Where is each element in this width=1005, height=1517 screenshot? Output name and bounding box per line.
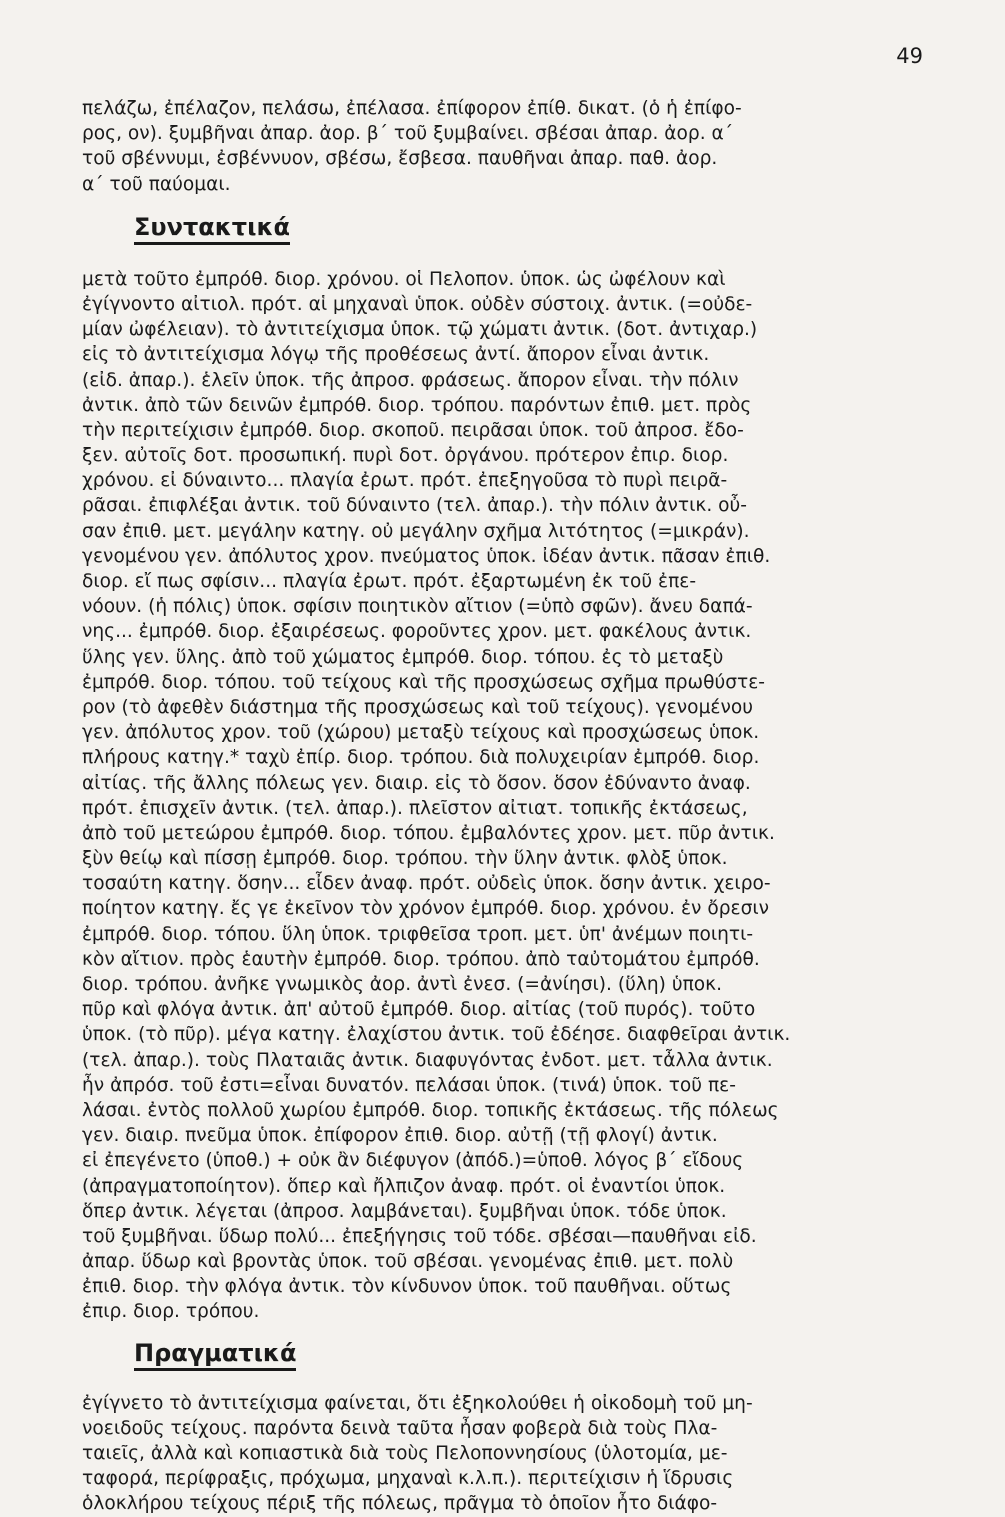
page-number: 49 (896, 44, 923, 68)
text-line: α΄ τοῦ παύομαι. (82, 173, 231, 195)
text-line: πελάζω, ἐπέλαζον, πελάσω, ἐπέλασα. ἐπίφορον ἐπίθ. δικατ. (ὁ ἡ ἐπίφο- (82, 98, 742, 119)
text-line: λάσαι. ἐντὸς πολλοῦ χωρίου ἐμπρόθ. διορ. τοπικῆς ἐκτάσεως. τῆς πόλεως (82, 1099, 779, 1121)
text-line: ἐπιθ. διορ. τὴν φλόγα ἀντικ. τὸν κίνδυνον ὑποκ. τοῦ παυθῆναι. οὕτως (82, 1276, 732, 1298)
text-line: σαν ἐπιθ. μετ. μεγάλην κατηγ. οὐ μεγάλην σχῆμα λιτότητος (=μικράν). (82, 520, 750, 542)
text-line: ρον (τὸ ἀφεθὲν διάστημα τῆς προσχώσεως καὶ τοῦ τείχους). γενομένου (82, 696, 753, 718)
section-heading-syntactic: Συντακτικά (134, 213, 290, 245)
text-line: ἀντικ. ἀπὸ τῶν δεινῶν ἐμπρόθ. διορ. τρόπου. παρόντων ἐπιθ. μετ. πρὸς (82, 394, 752, 416)
text-line: γεν. ἀπόλυτος χρον. τοῦ (χώρου) μεταξὺ τείχους καὶ προσχώσεως ὑποκ. (82, 722, 760, 744)
text-line: ρᾶσαι. ἐπιφλέξαι ἀντικ. τοῦ δύναιντο (τελ. ἀπαρ.). τὴν πόλιν ἀντικ. οὖ- (82, 495, 747, 517)
text-line: ἐγίγνοντο αἰτιολ. πρότ. αἱ μηχαναὶ ὑποκ. οὐδὲν σύστοιχ. ἀντικ. (=οὐδε- (82, 293, 753, 315)
text-line: τοῦ σβέννυμι, ἐσβέννυον, σβέσω, ἔσβεσα. παυθῆναι ἀπαρ. παθ. ἀορ. (82, 148, 718, 170)
text-line: νόουν. (ἡ πόλις) ὑποκ. σφίσιν ποιητικὸν αἴτιον (=ὑπὸ σφῶν). ἄνευ δαπά- (82, 596, 753, 618)
text-line: τοσαύτη κατηγ. ὅσην... εἶδεν ἀναφ. πρότ. οὐδεὶς ὑποκ. ὅσην ἀντικ. χειρο- (82, 873, 771, 895)
text-line: ἀπὸ τοῦ μετεώρου ἐμπρόθ. διορ. τόπου. ἐμβαλόντες χρον. μετ. πῦρ ἀντικ. (82, 822, 775, 844)
text-line: ξὺν θείῳ καὶ πίσσῃ ἐμπρόθ. διορ. τρόπου. τὴν ὕλην ἀντικ. φλὸξ ὑποκ. (82, 848, 728, 870)
text-line: γενομένου γεν. ἀπόλυτος χρον. πνεύματος ὑποκ. ἰδέαν ἀντικ. πᾶσαν ἐπιθ. (82, 545, 771, 567)
text-line: (ἀπραγματοποίητον). ὅπερ καὶ ἤλπιζον ἀναφ. πρότ. οἱ ἐναντίοι ὑποκ. (82, 1175, 726, 1197)
text-line: γεν. διαιρ. πνεῦμα ὑποκ. ἐπίφορον ἐπιθ. διορ. αὐτῇ (τῇ φλογί) ἀντικ. (82, 1125, 718, 1147)
text-line: ἐγίγνετο τὸ ἀντιτείχισμα φαίνεται, ὅτι ἐξηκολούθει ἡ οἰκοδομὴ τοῦ μη- (82, 1392, 753, 1414)
text-line: νης... ἐμπρόθ. διορ. ἐξαιρέσεως. φοροῦντες χρον. μετ. φακέλους ἀντικ. (82, 621, 752, 643)
text-line: ὁλοκλήρου τείχους πέριξ τῆς πόλεως, πρᾶγμα τὸ ὁποῖον ἦτο διάφο- (82, 1493, 718, 1515)
factual-paragraph (82, 1391, 927, 1517)
text-line: αἰτίας. τῆς ἄλλης πόλεως γεν. διαιρ. εἰς τὸ ὅσον. ὅσον ἐδύναντο ἀναφ. (82, 772, 751, 794)
text-line: ὅπερ ἀντικ. λέγεται (ἀπροσ. λαμβάνεται). ξυμβῆναι ὑποκ. τόδε ὑποκ. (82, 1200, 727, 1222)
text-line: εἰς τὸ ἀντιτείχισμα λόγῳ τῆς προθέσεως ἀντί. ἄπορον εἶναι ἀντικ. (82, 344, 710, 366)
section-heading-factual: Πραγματικά (134, 1339, 296, 1371)
text-line: ξεν. αὐτοῖς δοτ. προσωπική. πυρὶ δοτ. ὀργάνου. πρότερον ἐπιρ. διορ. (82, 445, 729, 467)
text-line: εἰ ἐπεγένετο (ὑποθ.) + οὐκ ἂν διέφυγον (ἀπόδ.)=ὑποθ. λόγος β΄ εἴδους (82, 1150, 744, 1172)
text-line: ποίητον κατηγ. ἔς γε ἐκεῖνον τὸν χρόνον ἐμπρόθ. διορ. χρόνου. ἐν ὄρεσιν (82, 898, 770, 920)
text-line: ἦν ἀπρόσ. τοῦ ἐστι=εἶναι δυνατόν. πελάσαι ὑποκ. (τινά) ὑποκ. τοῦ πε- (82, 1074, 736, 1096)
text-line: ἐμπρόθ. διορ. τόπου. τοῦ τείχους καὶ τῆς προσχώσεως σχῆμα πρωθύστε- (82, 671, 765, 693)
text-line: ὕλης γεν. ὕλης. ἀπὸ τοῦ χώματος ἐμπρόθ. διορ. τόπου. ἐς τὸ μεταξὺ (82, 646, 724, 668)
text-line: μίαν ὠφέλειαν). τὸ ἀντιτείχισμα ὑποκ. τῷ χώματι ἀντικ. (δοτ. ἀντιχαρ.) (82, 319, 758, 341)
text-line: πῦρ καὶ φλόγα ἀντικ. ἀπ' αὐτοῦ ἐμπρόθ. διορ. αἰτίας (τοῦ πυρός). τοῦτο (82, 999, 756, 1021)
text-line: κὸν αἴτιον. πρὸς ἑαυτὴν ἐμπρόθ. διορ. τρόπου. ἀπὸ ταὐτομάτου ἐμπρόθ. (82, 948, 760, 970)
text-line: ταιεῖς, ἀλλὰ καὶ κοπιαστικὰ διὰ τοὺς Πελοποννησίους (ὑλοτομία, με- (82, 1443, 728, 1464)
text-line: ἐμπρόθ. διορ. τόπου. ὕλη ὑποκ. τριφθεῖσα τροπ. μετ. ὑπ' ἀνέμων ποιητι- (82, 923, 754, 945)
text-line: μετὰ τοῦτο ἐμπρόθ. διορ. χρόνου. οἱ Πελοπον. ὑποκ. ὡς ὠφέλουν καὶ (82, 268, 726, 290)
text-line: ρος, ον). ξυμβῆναι ἀπαρ. ἀορ. β΄ τοῦ ξυμβαίνει. σβέσαι ἀπαρ. ἀορ. α΄ (82, 123, 734, 145)
text-line: τὴν περιτείχισιν ἐμπρόθ. διορ. σκοποῦ. πειρᾶσαι ὑποκ. τοῦ ἀπροσ. ἔδο- (82, 419, 744, 441)
syntactic-paragraph (82, 267, 927, 1325)
text-line: διορ. τρόπου. ἀνῆκε γνωμικὸς ἀορ. ἀντὶ ἐνεσ. (=ἀνίησι). (ὕλη) ὑποκ. (82, 974, 723, 995)
text-line: πρότ. ἐπισχεῖν ἀντικ. (τελ. ἀπαρ.). πλεῖστον αἰτιατ. τοπικῆς ἐκτάσεως, (82, 797, 748, 819)
text-line: (εἰδ. ἀπαρ.). ἑλεῖν ὑποκ. τῆς ἀπροσ. φράσεως. ἄπορον εἶναι. τὴν πόλιν (82, 369, 739, 391)
text-line: ταφορά, περίφραξις, πρόχωμα, μηχαναὶ κ.λ.π.). περιτείχισιν ἡ ἵδρυσις (82, 1468, 734, 1490)
text-line: τοῦ ξυμβῆναι. ὕδωρ πολύ... ἐπεξήγησις τοῦ τόδε. σβέσαι—παυθῆναι εἰδ. (82, 1225, 757, 1247)
text-line: νοειδοῦς τείχους. παρόντα δεινὰ ταῦτα ἦσαν φοβερὰ διὰ τοὺς Πλα- (82, 1417, 718, 1439)
intro-paragraph (82, 96, 927, 197)
text-line: ὑποκ. (τὸ πῦρ). μέγα κατηγ. ἐλαχίστου ἀντικ. τοῦ ἐδέησε. διαφθεῖραι ἀντικ. (82, 1024, 791, 1046)
text-line: (τελ. ἀπαρ.). τοὺς Πλαταιᾶς ἀντικ. διαφυγόντας ἐνδοτ. μετ. τἆλλα ἀντικ. (82, 1049, 773, 1071)
text-line: διορ. εἴ πως σφίσιν... πλαγία ἐρωτ. πρότ. ἐξαρτωμένη ἐκ τοῦ ἐπε- (82, 571, 697, 592)
text-line: ἐπιρ. διορ. τρόπου. (82, 1301, 260, 1323)
text-line: ἀπαρ. ὕδωρ καὶ βροντὰς ὑποκ. τοῦ σβέσαι. γενομένας ἐπιθ. μετ. πολὺ (82, 1251, 734, 1273)
text-line: πλήρους κατηγ.* ταχὺ ἐπίρ. διορ. τρόπου. διὰ πολυχειρίαν ἐμπρόθ. διορ. (82, 747, 760, 769)
page-body (82, 96, 927, 1517)
text-line: χρόνου. εἰ δύναιντο... πλαγία ἐρωτ. πρότ. ἐπεξηγοῦσα τὸ πυρὶ πειρᾶ- (82, 470, 728, 492)
